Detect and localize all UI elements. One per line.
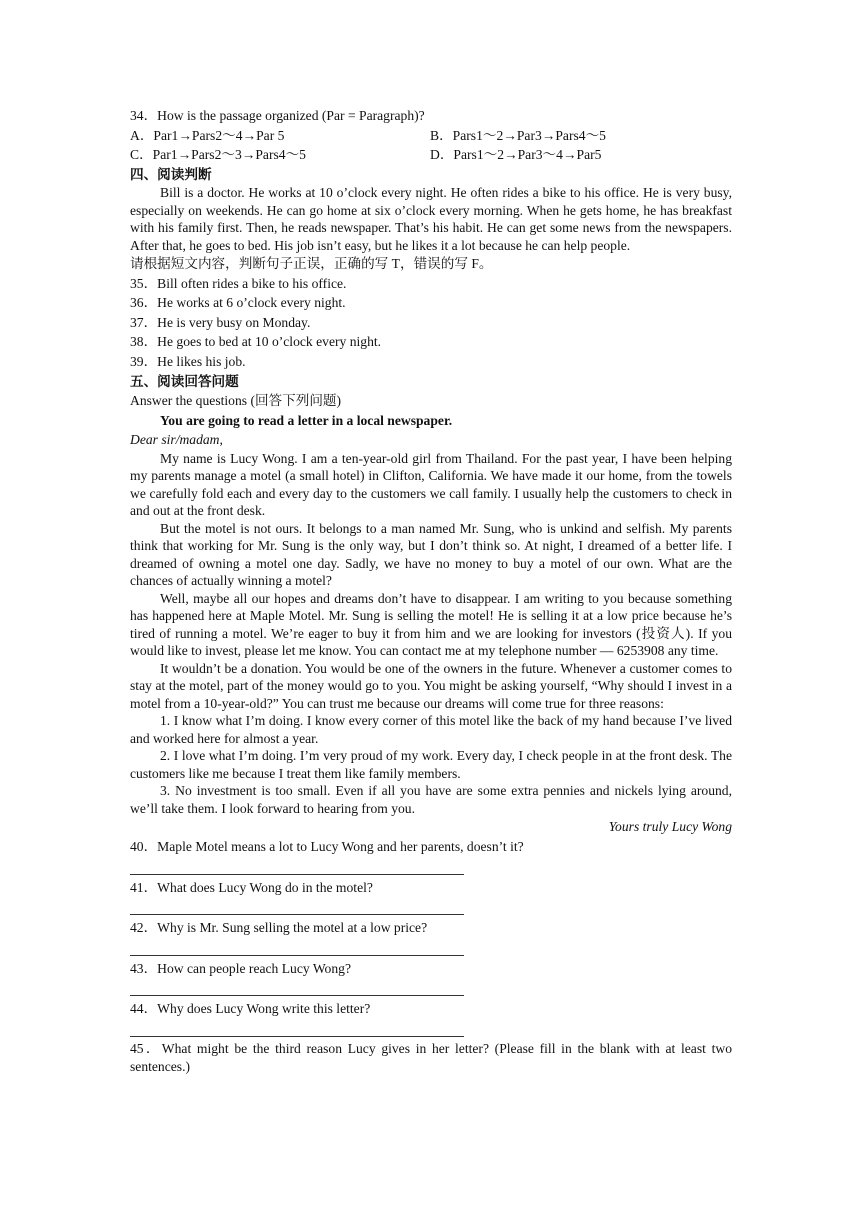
statement-38: 38．He goes to bed at 10 o’clock every night. (130, 334, 382, 350)
question-34-options-row-1 (130, 126, 732, 146)
question-41: 41．What does Lucy Wong do in the motel? (130, 879, 373, 895)
section-4-heading: 四、阅读判断 (130, 166, 212, 182)
letter-reason-1: 1. I know what I’m doing. I know every corner of this motel like the back of my hand because I’ve lived and worked here for almost a year. (130, 713, 732, 746)
question-34-stem: 34．How is the passage organized (Par = Paragraph)? (130, 108, 425, 123)
letter-paragraph: Well, maybe all our hopes and dreams don’t have to disappear. I am writing to you because something has happened here at Maple Motel. Mr. Sung is selling the motel! He is selling it at a low price because he’s tired of running a motel. We’re eager to buy it from him and we are looking for investors (投资人). If you would like to invest, please let me know. You can contact me at my telephone number — 6253908 any time. (130, 590, 732, 659)
statement-37: 37．He is very busy on Monday. (130, 314, 311, 330)
answer-blank-44[interactable] (130, 1019, 464, 1037)
answer-blank-43[interactable] (130, 978, 464, 996)
option-d: D．Pars1～2→Par3～4→Par5 (430, 147, 602, 163)
letter-intro: You are going to read a letter in a local newspaper. (160, 412, 453, 428)
question-44: 44．Why does Lucy Wong write this letter? (130, 1001, 371, 1017)
question-42: 42．Why is Mr. Sung selling the motel at a low price? (130, 920, 428, 936)
letter-salutation: Dear sir/madam, (130, 432, 223, 448)
question-45: 45．What might be the third reason Lucy gives in her letter? (Please fill in the blank with at least two sentences.) (130, 1041, 732, 1074)
answer-blank-42[interactable] (130, 938, 464, 956)
answer-blank-40[interactable] (130, 857, 464, 875)
letter-signoff: Yours truly Lucy Wong (608, 819, 732, 835)
question-40: 40．Maple Motel means a lot to Lucy Wong and her parents, doesn’t it? (130, 839, 524, 855)
answer-blank-41[interactable] (130, 897, 464, 915)
question-43: 43．How can people reach Lucy Wong? (130, 960, 351, 976)
option-c: C．Par1→Pars2～3→Pars4～5 (130, 147, 306, 163)
option-b: B．Pars1～2→Par3→Pars4～5 (430, 127, 606, 143)
statement-39: 39．He likes his job. (130, 354, 246, 370)
option-a: A．Par1→Pars2～4→Par 5 (130, 127, 285, 143)
question-34-options-row-2 (130, 145, 732, 165)
letter-paragraph: It wouldn’t be a donation. You would be one of the owners in the future. Whenever a customer comes to stay at the motel, part of the money would go to you. You might be asking yourself, “Why should I invest in a motel from a 10-year-old?” You can trust me because our dreams will come true for three reasons: (130, 660, 732, 711)
letter-reason-2: 2. I love what I’m doing. I’m very proud of my work. Every day, I check people in at the front desk. The customers like me because I treat them like family members. (130, 748, 732, 781)
section-5-heading: 五、阅读回答问题 (130, 373, 239, 389)
section-4-instruction: 请根据短文内容，判断句子正误，正确的写 T，错误的写 F。 (130, 256, 493, 272)
letter-paragraph: But the motel is not ours. It belongs to a man named Mr. Sung, who is unkind and selfish. My parents think that working for Mr. Sung is the only way, but I don’t think so. At night, I dreamed of a better life. I dreamed of owning a motel one day. Sadly, we have no money to buy a motel of our own. What are the chances of actually winning a motel? (130, 520, 732, 589)
letter-paragraph: My name is Lucy Wong. I am a ten-year-old girl from Thailand. For the past year, I have been helping my parents manage a motel (a small hotel) in Clifton, California. We have made it our home, from the towels we carefully fold each and every day to the customers we call family. I usually help the customers to check in and out at the front desk. (130, 450, 732, 519)
section-5-instruction: Answer the questions (回答下列问题) (130, 393, 342, 409)
worksheet-page (130, 106, 732, 1075)
letter-reason-3: 3. No investment is too small. Even if all you have are some extra pennies and nickels lying around, we’ll take them. I look forward to hearing from you. (130, 783, 732, 816)
statement-35: 35．Bill often rides a bike to his office. (130, 275, 347, 291)
statement-36: 36．He works at 6 o’clock every night. (130, 295, 346, 311)
section-4-passage: Bill is a doctor. He works at 10 o’clock every night. He often rides a bike to his office. He is very busy, especially on weekends. He can go home at six o’clock every morning. When he gets home, he has breakfast with his family first. Then, he reads newspaper. That’s his habit. He can get some news from the newspapers. After that, he goes to bed. His job isn’t easy, but he likes it a lot because he can help people. (130, 185, 732, 253)
